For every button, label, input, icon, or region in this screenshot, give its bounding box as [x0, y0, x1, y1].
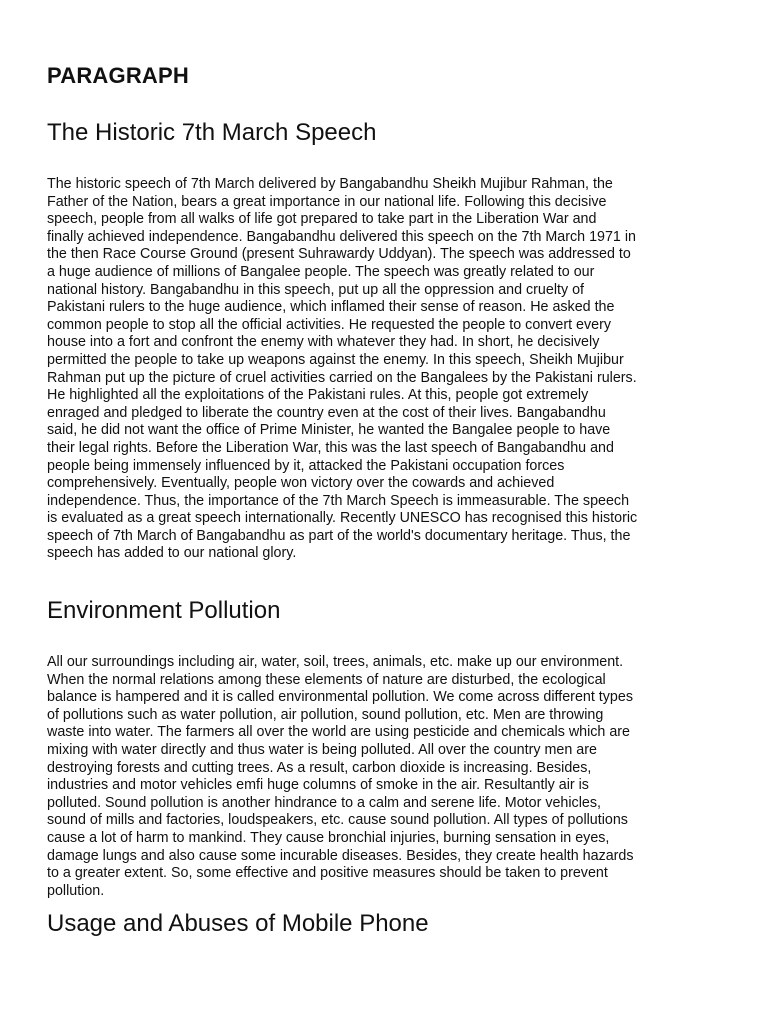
paragraph-line: permitted the people to take up weapons against the enemy. In this speech, Sheikh Mujibur — [47, 351, 624, 368]
paragraph-line: Pakistani rulers to the huge audience, which inflamed their sense of reason. He asked the — [47, 299, 615, 316]
paragraph-line: enraged and pledged to liberate the country even at the cost of their lives. Bangabandhu — [47, 404, 606, 421]
paragraph-line: polluted. Sound pollution is another hindrance to a calm and serene life. Motor vehicles, — [47, 794, 601, 811]
paragraph-line: pollution. — [47, 882, 105, 899]
paragraph-line: said, he did not want the office of Prime Minister, he wanted the Bangalee people to have — [47, 422, 611, 439]
paragraph-line: house into a fort and confront the enemy with whatever they had. In short, he decisively — [47, 334, 600, 351]
paragraph-line: the then Race Course Ground (present Suhrawardy Uddyan). The speech was addressed to — [47, 246, 631, 263]
paragraph-line: When the normal relations among these elements of nature are disturbed, the ecological — [47, 671, 606, 688]
paragraph-line: speech has added to our national glory. — [47, 545, 297, 562]
paragraph-line: a huge audience of millions of Bangalee people. The speech was greatly related to our — [47, 263, 595, 280]
paragraph-environment-pollution — [47, 654, 723, 900]
paragraph-line: damage lungs and also cause some incurable diseases. Besides, they create health hazards — [47, 847, 634, 864]
paragraph-line: national history. Bangabandhu in this speech, put up all the oppression and cruelty of — [47, 281, 585, 298]
paragraph-line: cause a lot of harm to mankind. They cause bronchial injuries, burning sensation in eyes, — [47, 829, 610, 846]
paragraph-line: All our surroundings including air, water, soil, trees, animals, etc. make up our environment. — [47, 654, 624, 670]
paragraph-line: common people to stop all the official activities. He requested the people to convert every — [47, 316, 611, 333]
paragraph-line: sound of mills and factories, loudspeakers, etc. cause sound pollution. All types of pollutions — [47, 812, 628, 829]
paragraph-line: to a greater extent. So, some effective and positive measures should be taken to prevent — [47, 865, 608, 882]
paragraph-line: Father of the Nation, bears a great importance in our national life. Following this decisive — [47, 193, 607, 210]
paragraph-line: is evaluated as a great speech internationally. Recently UNESCO has recognised this historic — [47, 510, 638, 527]
paragraph-line: of pollutions such as water pollution, air pollution, sound pollution, etc. Men are throwing — [47, 706, 604, 723]
section-title-7th-march-speech: The Historic 7th March Speech — [47, 119, 377, 146]
paragraph-line: their legal rights. Before the Liberation War, this was the last speech of Bangabandhu and — [47, 439, 614, 456]
paragraph-7th-march-speech — [47, 176, 723, 563]
paragraph-line: industries and motor vehicles emfi huge columns of smoke in the air. Resultantly air is — [47, 777, 589, 794]
paragraph-line: speech of 7th March of Bangabandhu as part of the world's documentary heritage. Thus, the — [47, 527, 631, 544]
paragraph-line: finally achieved independence. Bangabandhu delivered this speech on the 7th March 1971 in — [47, 228, 636, 245]
document-label: PARAGRAPH — [47, 63, 189, 88]
section-title-environment-pollution: Environment Pollution — [47, 597, 281, 624]
paragraph-line: mixing with water directly and thus water is being polluted. All over the country men are — [47, 741, 597, 758]
paragraph-line: He highlighted all the exploitations of the Pakistani rules. At this, people got extremely — [47, 387, 589, 404]
paragraph-line: Rahman put up the picture of cruel activities carried on the Bangalees by the Pakistani rulers. — [47, 369, 637, 386]
paragraph-line: waste into water. The farmers all over the world are using pesticide and chemicals which are — [47, 724, 631, 741]
paragraph-line: people being immensely influenced by it, attacked the Pakistani occupation forces — [47, 457, 565, 474]
paragraph-line: balance is hampered and it is called environmental pollution. We come across different types — [47, 689, 633, 706]
paragraph-line: speech, people from all walks of life got prepared to take part in the Liberation War and — [47, 211, 597, 228]
paragraph-line: comprehensively. Eventually, people won victory over the cowards and achieved — [47, 475, 555, 492]
paragraph-line: independence. Thus, the importance of the 7th March Speech is immeasurable. The speech — [47, 492, 630, 509]
section-title-mobile-phone: Usage and Abuses of Mobile Phone — [47, 910, 429, 937]
paragraph-line: The historic speech of 7th March delivered by Bangabandhu Sheikh Mujibur Rahman, the — [47, 176, 613, 192]
paragraph-line: destroying forests and cutting trees. As a result, carbon dioxide is increasing. Besides, — [47, 759, 592, 776]
